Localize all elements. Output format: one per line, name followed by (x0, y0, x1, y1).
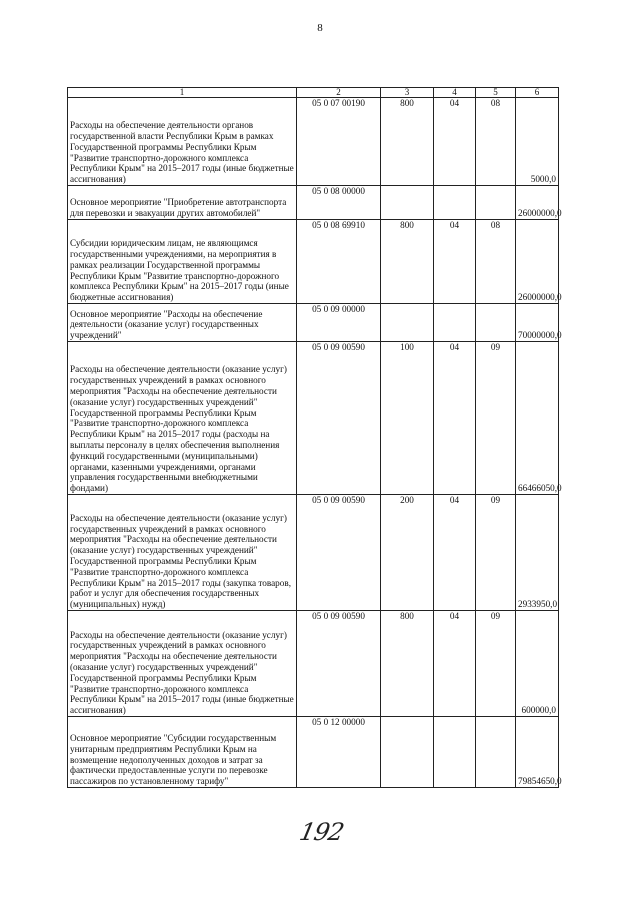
table-row (68, 304, 559, 342)
row-subsection: 08 (476, 220, 516, 304)
row-code: 05 0 08 00000 (297, 186, 381, 220)
row-section: 04 (434, 98, 476, 186)
header-row (68, 88, 559, 98)
row-code: 05 0 09 00590 (297, 495, 381, 611)
row-description: Субсидии юридическим лицам, не являющимся государственными учреждениями, на мероприятия в рамках реализации Государственной программы Республики Крым "Развитие транспортно-дорожного комплекса Республики Крым" на 2015–2017 годы (иные бюджетные ассигнования) (68, 220, 297, 304)
header-cell: 1 (68, 88, 297, 98)
row-section (434, 304, 476, 342)
row-description: Расходы на обеспечение деятельности (оказание услуг) государственных учреждений в рамках основного мероприятия "Расходы на обеспечение деятельности (оказание услуг) государственных учреждений" Государственной программы Республики Крым "Развитие транспортно-дорожного комплекса Республики Крым" на 2015–2017 годы (иные бюджетные ассигнования) (68, 611, 297, 717)
row-code: 05 0 09 00590 (297, 342, 381, 495)
row-expense-type (381, 304, 434, 342)
row-section: 04 (434, 611, 476, 717)
row-subsection (476, 717, 516, 788)
row-expense-type: 800 (381, 98, 434, 186)
table-row (68, 717, 559, 788)
row-description: Основное мероприятие "Субсидии государственным унитарным предприятиям Республики Крым на возмещение недополученных доходов и затрат за фактически предоставленные услуги по перевозке пассажиров по установленному тарифу" (68, 717, 297, 788)
row-amount: 79854650,0 (516, 717, 559, 788)
row-section (434, 717, 476, 788)
row-amount: 26000000,0 (516, 220, 559, 304)
row-expense-type: 100 (381, 342, 434, 495)
table-row (68, 220, 559, 304)
row-amount: 66466050,0 (516, 342, 559, 495)
table-row (68, 342, 559, 495)
row-description: Расходы на обеспечение деятельности (оказание услуг) государственных учреждений в рамках основного мероприятия "Расходы на обеспечение деятельности (оказание услуг) государственных учреждений" Государственной программы Республики Крым "Развитие транспортно-дорожного комплекса Республики Крым" на 2015–2017 годы (расходы на выплаты персоналу в целях обеспечения выполнения функций государственными (муниципальными) органами, казенными учреждениями, органами управления государственными внебюджетными фондами) (68, 342, 297, 495)
row-expense-type (381, 717, 434, 788)
header-cell: 6 (516, 88, 559, 98)
row-code: 05 0 08 69910 (297, 220, 381, 304)
row-amount: 5000,0 (516, 98, 559, 186)
table-row (68, 186, 559, 220)
row-subsection: 08 (476, 98, 516, 186)
row-subsection (476, 186, 516, 220)
header-cell: 4 (434, 88, 476, 98)
row-description: Расходы на обеспечение деятельности органов государственной власти Республики Крым в рамках Государственной программы Республики Крым "Развитие транспортно-дорожного комплекса Республики Крым" на 2015–2017 годы (иные бюджетные ассигнования) (68, 98, 297, 186)
row-section: 04 (434, 342, 476, 495)
table-row (68, 495, 559, 611)
header-cell: 3 (381, 88, 434, 98)
row-expense-type: 800 (381, 220, 434, 304)
row-expense-type: 200 (381, 495, 434, 611)
row-amount: 2933950,0 (516, 495, 559, 611)
row-code: 05 0 12 00000 (297, 717, 381, 788)
row-subsection: 09 (476, 495, 516, 611)
handwritten-signature: 192 (297, 818, 346, 846)
row-subsection: 09 (476, 342, 516, 495)
row-description: Расходы на обеспечение деятельности (оказание услуг) государственных учреждений в рамках основного мероприятия "Расходы на обеспечение деятельности (оказание услуг) государственных учреждений" Государственной программы Республики Крым "Развитие транспортно-дорожного комплекса Республики Крым" на 2015–2017 годы (закупка товаров, работ и услуг для обеспечения государственных (муниципальных) нужд) (68, 495, 297, 611)
row-code: 05 0 07 00190 (297, 98, 381, 186)
header-cell: 5 (476, 88, 516, 98)
row-expense-type (381, 186, 434, 220)
row-section (434, 186, 476, 220)
row-amount: 26000000,0 (516, 186, 559, 220)
row-subsection: 09 (476, 611, 516, 717)
row-section: 04 (434, 220, 476, 304)
header-cell: 2 (297, 88, 381, 98)
row-code: 05 0 09 00590 (297, 611, 381, 717)
row-description: Основное мероприятие "Расходы на обеспечение деятельности (оказание услуг) государственных учреждений" (68, 304, 297, 342)
table-row (68, 611, 559, 717)
row-expense-type: 800 (381, 611, 434, 717)
row-amount: 70000000,0 (516, 304, 559, 342)
row-amount: 600000,0 (516, 611, 559, 717)
table-row (68, 98, 559, 186)
budget-table (67, 87, 562, 788)
page-number: 8 (317, 22, 323, 34)
row-description: Основное мероприятие "Приобретение автотранспорта для перевозки и эвакуации других автомобилей" (68, 186, 297, 220)
row-section: 04 (434, 495, 476, 611)
row-code: 05 0 09 00000 (297, 304, 381, 342)
row-subsection (476, 304, 516, 342)
